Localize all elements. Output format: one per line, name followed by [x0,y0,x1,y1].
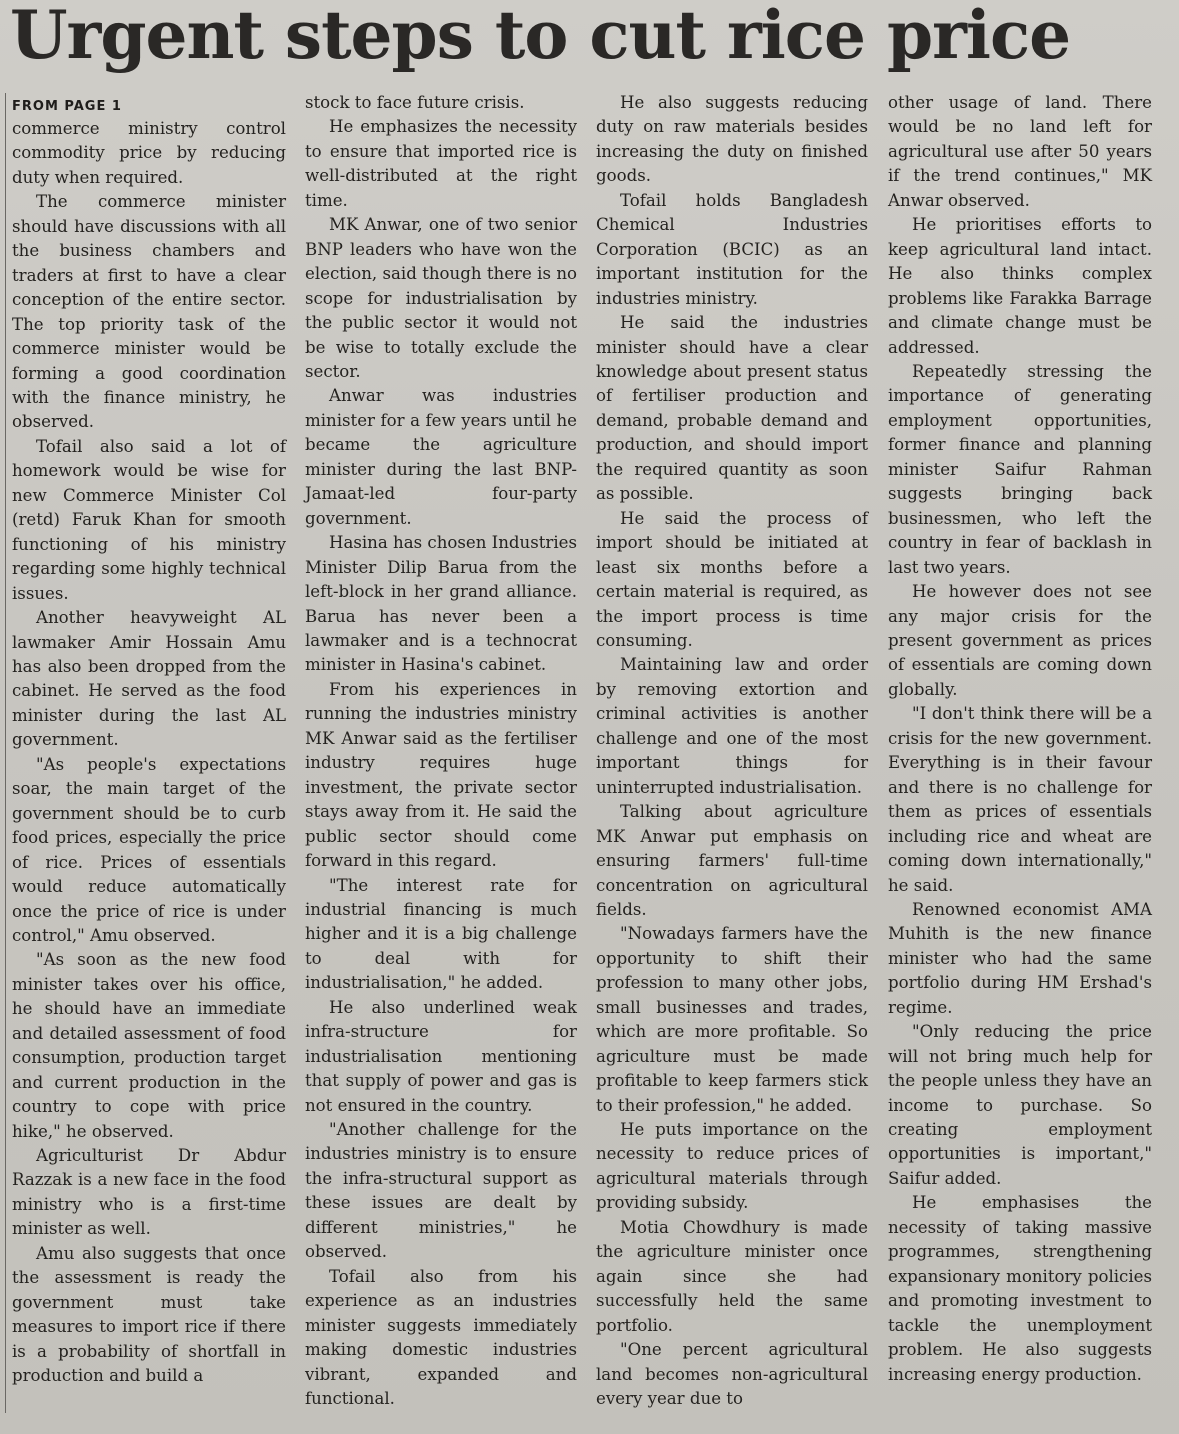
paragraph: Renowned economist AMA Muhith is the new finance minister who had the same portfolio during HM Ershad's regime. [888,899,1152,1017]
paragraph: Anwar was industries minister for a few years until he became the agriculture minister during the last BNP-Jamaat-led four-party government. [305,386,577,528]
continuation-kicker: FROM PAGE 1 [12,99,122,114]
paragraph: other usage of land. There would be no land left for agricultural use after 50 years if the trend continues," MK Anwar observed. [888,93,1152,210]
paragraph: He also underlined weak infra-structure for industrialisation mentioning that supply of power and gas is not ensured in the country. [305,997,577,1115]
column-rule [5,93,6,1413]
paragraph: He also suggests reducing duty on raw materials besides increasing the duty on finished goods. [596,93,868,186]
paragraph: Tofail also said a lot of homework would be wise for new Commerce Minister Col (retd) Faruk Khan for smooth functioning of his ministry regarding some highly technical issues. [12,436,286,603]
paragraph: "Only reducing the price will not bring much help for the people unless they have an income to purchase. So creating employment opportunities is important," Saifur added. [888,1022,1152,1188]
paragraph: Maintaining law and order by removing extortion and criminal activities is another challenge and one of the most important things for uninterrupted industrialisation. [596,655,868,797]
paragraph: The commerce minister should have discussions with all the business chambers and traders at first to have a clear conception of the entire sector. The top priority task of the commerce minister would be forming a good coordination with the finance ministry, he observed. [12,192,286,432]
paragraph: He said the process of import should be initiated at least six months before a certain material is required, as the import process is time consuming. [596,508,868,650]
paragraph: Motia Chowdhury is made the agriculture minister once again since she had successfully held the same portfolio. [596,1217,868,1335]
paragraph: Talking about agriculture MK Anwar put emphasis on ensuring farmers' full-time concentration on agricultural fields. [596,802,868,919]
paragraph: He puts importance on the necessity to reduce prices of agricultural materials through providing subsidy. [596,1120,868,1213]
article-column-2 [305,91,577,1411]
paragraph: commerce ministry control commodity price by reducing duty when required. [12,119,286,187]
paragraph: stock to face future crisis. [305,93,525,112]
article-column-4 [888,91,1152,1387]
article-column-3 [596,91,868,1411]
article-column-1 [12,97,286,1389]
paragraph: "The interest rate for industrial financing is much higher and it is a big challenge to deal with for industrialisation," he added. [305,875,577,993]
paragraph: Another heavyweight AL lawmaker Amir Hossain Amu has also been dropped from the cabinet. He served as the food minister during the last AL government. [12,608,286,750]
paragraph: He emphasizes the necessity to ensure that imported rice is well-distributed at the right time. [305,117,577,210]
paragraph: "I don't think there will be a crisis for the new government. Everything is in their favour and there is no challenge for them as prices of essentials including rice and wheat are coming down internationally," he said. [888,704,1152,895]
paragraph: He emphasises the necessity of taking massive programmes, strengthening expansionary monitory policies and promoting investment to tackle the unemployment problem. He also suggests increasing energy production. [888,1193,1152,1384]
paragraph: From his experiences in running the industries ministry MK Anwar said as the fertiliser industry requires huge investment, the private sector stays away from it. He said the public sector should come forward in this regard. [305,679,577,871]
paragraph: MK Anwar, one of two senior BNP leaders who have won the election, said though there is no scope for industrialisation by the public sector it would not be wise to totally exclude the sector. [305,215,577,381]
paragraph: "As soon as the new food minister takes over his office, he should have an immediate and detailed assessment of food consumption, production target and current production in the country to cope with price hike," he observed. [12,950,286,1141]
paragraph: Agriculturist Dr Abdur Razzak is a new face in the food ministry who is a first-time minister as well. [12,1146,286,1239]
paragraph: Hasina has chosen Industries Minister Dilip Barua from the left-block in her grand alliance. Barua has never been a lawmaker and is a technocrat minister in Hasina's cabinet. [305,533,577,675]
paragraph: "One percent agricultural land becomes non-agricultural every year due to [596,1340,868,1409]
paragraph: Amu also suggests that once the assessment is ready the government must take measures to import rice if there is a probability of shortfall in production and build a [12,1243,286,1386]
paragraph: "Another challenge for the industries ministry is to ensure the infra-structural support as these issues are dealt by different ministries," he observed. [305,1120,577,1262]
paragraph: He said the industries minister should have a clear knowledge about present status of fertiliser production and demand, probable demand and production, and should import the required quantity as soon as possible. [596,313,868,504]
paragraph: "As people's expectations soar, the main target of the government should be to curb food prices, especially the price of rice. Prices of essentials would reduce automatically once the price of rice is under control," Amu observed. [12,754,286,945]
paragraph: He prioritises efforts to keep agricultural land intact. He also thinks complex problems like Farakka Barrage and climate change must be addressed. [888,215,1152,357]
paragraph: He however does not see any major crisis for the present government as prices of essentials are coming down globally. [888,582,1152,699]
paragraph: "Nowadays farmers have the opportunity to shift their profession to many other jobs, small businesses and trades, which are more profitable. So agriculture must be made profitable to keep farmers stick to their profession," he added. [596,924,868,1115]
paragraph: Tofail also from his experience as an industries minister suggests immediately making domestic industries vibrant, expanded and functional. [305,1266,577,1409]
paragraph: Repeatedly stressing the importance of generating employment opportunities, former finance and planning minister Saifur Rahman suggests bringing back businessmen, who left the country in fear of backlash in last two years. [888,361,1152,577]
headline: Urgent steps to cut rice price [10,0,1071,74]
paragraph: Tofail holds Bangladesh Chemical Industries Corporation (BCIC) as an important institution for the industries ministry. [596,190,868,308]
